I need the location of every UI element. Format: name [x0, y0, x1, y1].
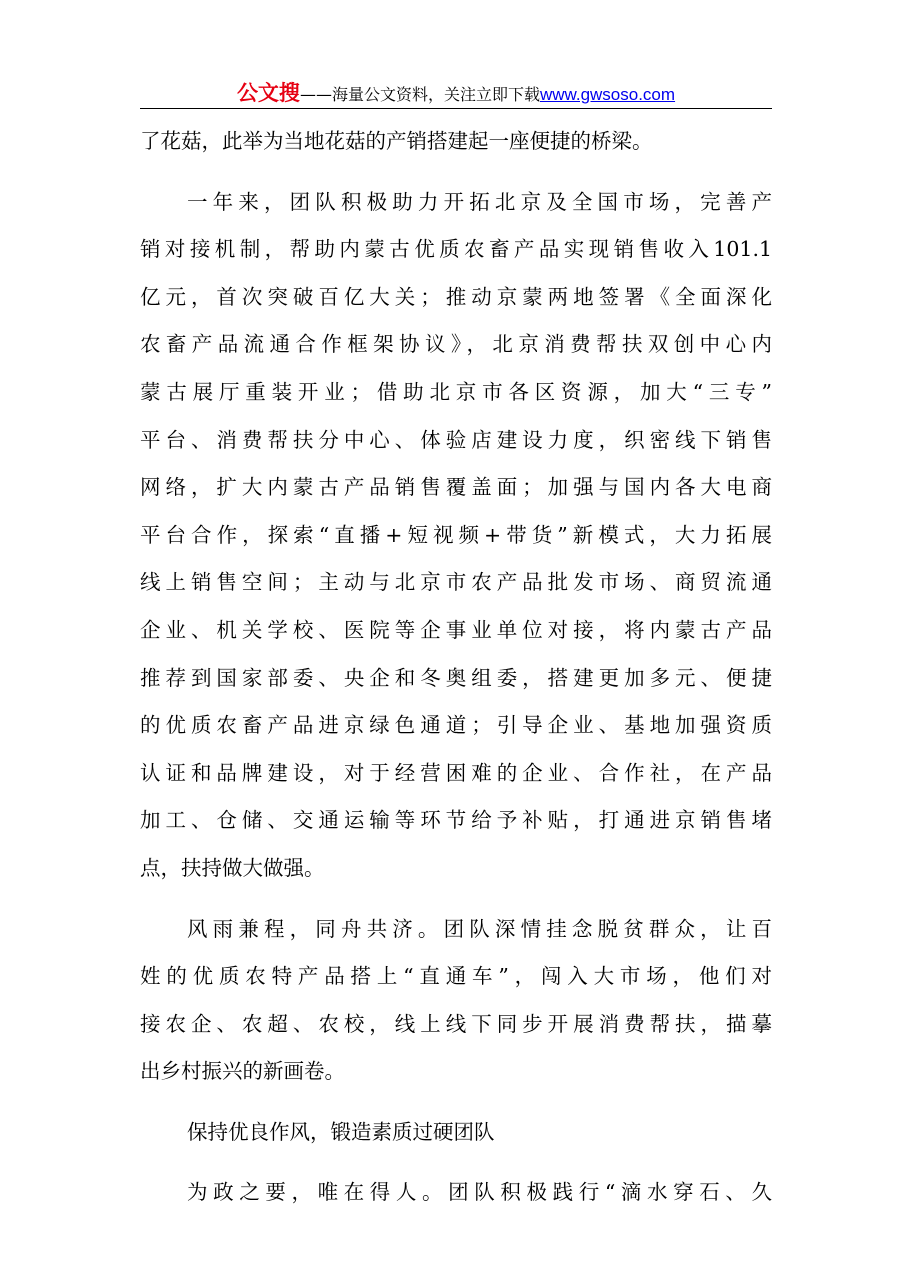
text-line: 平台、消费帮扶分中心、体验店建设力度，织密线下销售 — [140, 427, 772, 452]
text-line: 线上销售空间；主动与北京市农产品批发市场、商贸流通 — [140, 570, 772, 595]
text-line: 认证和品牌建设，对于经营困难的企业、合作社，在产品 — [140, 760, 772, 785]
text-line: 为政之要，唯在得人。团队积极践行“滴水穿石、久 — [187, 1180, 772, 1205]
text-line: 平台合作，探索“直播+短视频+带货”新模式，大力拓展 — [140, 522, 772, 547]
text-line: 农畜产品流通合作框架协议》，北京消费帮扶双创中心内 — [140, 332, 772, 357]
text-line: 点，扶持做大做强。 — [140, 855, 325, 880]
brand-logo-text: 公文搜 — [236, 81, 300, 105]
text-line: 加工、仓储、交通运输等环节给予补贴，打通进京销售堵 — [140, 808, 772, 833]
text-line: 接农企、农超、农校，线上线下同步开展消费帮扶，描摹 — [140, 1011, 772, 1036]
text-line: 亿元，首次突破百亿大关；推动京蒙两地签署《全面深化 — [140, 284, 772, 309]
text-line: 销对接机制，帮助内蒙古优质农畜产品实现销售收入101.1 — [140, 237, 772, 262]
page-header — [140, 78, 772, 108]
text-line: 出乡村振兴的新画卷。 — [140, 1059, 345, 1084]
header-slogan: ——海量公文资料，关注立即下载 — [299, 85, 540, 104]
text-line: 的优质农畜产品进京绿色通道；引导企业、基地加强资质 — [140, 713, 772, 738]
text-line: 一年来，团队积极助力开拓北京及全国市场，完善产 — [187, 189, 772, 214]
document-body — [140, 118, 772, 1217]
text-line: 企业、机关学校、医院等企事业单位对接，将内蒙古产品 — [140, 617, 772, 642]
section-heading: 保持优良作风，锻造素质过硬团队 — [187, 1119, 495, 1144]
text-line: 推荐到国家部委、央企和冬奥组委，搭建更加多元、便捷 — [140, 665, 772, 690]
text-line: 了花菇，此举为当地花菇的产销搭建起一座便捷的桥梁。 — [140, 129, 653, 153]
website-link[interactable]: www.gwsoso.com — [539, 85, 676, 104]
text-line: 网络，扩大内蒙古产品销售覆盖面；加强与国内各大电商 — [140, 475, 772, 500]
text-line: 风雨兼程，同舟共济。团队深情挂念脱贫群众，让百 — [187, 916, 772, 941]
header-rule — [140, 108, 772, 109]
text-line: 蒙古展厅重装开业；借助北京市各区资源，加大“三专” — [140, 379, 772, 404]
text-line: 姓的优质农特产品搭上“直通车”，闯入大市场，他们对 — [140, 964, 772, 989]
